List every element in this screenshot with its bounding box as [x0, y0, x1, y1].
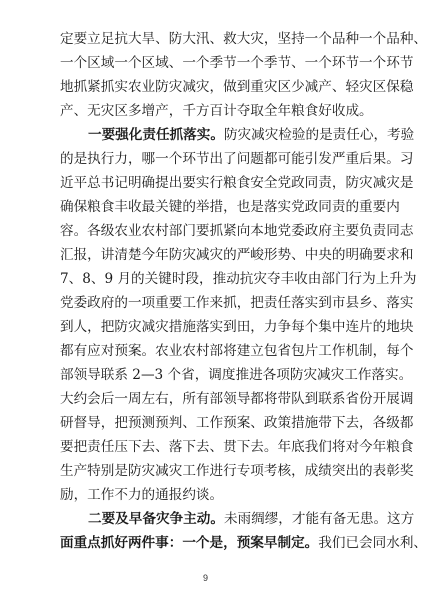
line-19-text: 生产特别是防灾减灾工作进行专项考核，成绩突出的表彰奖: [60, 463, 414, 479]
line-7-text: 近平总书记明确提出要实行粮食安全党政同责，防灾减灾是: [60, 175, 414, 191]
text-line-1: [60, 27, 427, 51]
text-line-5: [88, 123, 415, 147]
text-line-6: [60, 147, 414, 171]
text-line-14: [60, 339, 414, 363]
line-13-text: 到人，把防灾减灾措施落实到田，力争每个集中连片的地块: [60, 319, 414, 335]
text-line-15: [60, 363, 413, 387]
section-heading-preparation: 二要及早备灾争主动。: [88, 511, 224, 527]
line-18-text: 要把责任压下去、落下去、贯下去。年底我们将对今年粮食: [60, 439, 414, 455]
text-line-2: [60, 51, 414, 75]
text-line-9: [60, 219, 414, 243]
line-6-text: 的是执行力，哪一个环节出了问题都可能引发严重后果。习: [60, 151, 414, 167]
text-line-20: [60, 483, 360, 507]
text-line-22: [60, 531, 427, 555]
text-line-13: [60, 315, 414, 339]
line-9-text: 容。各级农业农村部门要抓紧向本地党委政府主要负责同志: [60, 223, 414, 239]
line-2-text: 一个区域一个区域、一个季节一个季节、一个环节一个环节: [60, 55, 414, 71]
line-12-text: 党委政府的一项重要工作来抓，把责任落实到市县乡、落实: [60, 295, 414, 311]
line-14-text: 都有应对预案。农业农村部将建立包省包片工作机制，每个: [60, 343, 414, 359]
line-16-text: 大约会后一周左右，所有部领导都将带队到联系省份开展调: [60, 391, 414, 407]
text-line-12: [60, 291, 414, 315]
line-20-text: 励，工作不力的通报约谈。: [60, 487, 224, 503]
text-line-8: [60, 195, 400, 219]
text-line-11: [60, 267, 417, 291]
line-10-text: 汇报，讲清楚今年防灾减灾的严峻形势、中央的明确要求和: [60, 247, 414, 263]
line-8-text: 确保粮食丰收最关键的举措，也是落实党政同责的重要内: [60, 199, 400, 215]
line-15-text: 部领导联系 2—3 个省，调度推进各项防灾减灾工作落实。: [60, 367, 413, 383]
text-line-4: [60, 99, 373, 123]
text-line-7: [60, 171, 414, 195]
text-line-3: [60, 75, 414, 99]
line-21-text: 未雨绸缪，才能有备无患。这方: [223, 511, 415, 527]
line-17-text: 研督导，把预测预判、工作预案、政策措施带下去，各级都: [60, 415, 414, 431]
page-number: 9: [202, 573, 208, 583]
text-line-16: [60, 387, 414, 411]
line-22-text: 我们已会同水利、: [318, 535, 427, 551]
text-line-17: [60, 411, 414, 435]
line-5-text: 防灾减灾检验的是责任心，考验: [223, 127, 415, 143]
text-line-19: [60, 459, 414, 483]
line-22-emphasis: 面重点抓好两件事：一个是，预案早制定。: [60, 535, 319, 551]
section-heading-responsibility: 一要强化责任抓落实。: [88, 127, 224, 143]
line-1-text: 定要立足抗大旱、防大汛、救大灾，坚持一个品种一个品种、: [60, 31, 427, 47]
text-line-21: [88, 507, 415, 531]
text-line-18: [60, 435, 414, 459]
line-11-text: 7、8、9 月的关键时段，推动抗灾夺丰收由部门行为上升为: [60, 271, 417, 287]
line-3-text: 地抓紧抓实农业防灾减灾，做到重灾区少减产、轻灾区保稳: [60, 79, 414, 95]
text-line-10: [60, 243, 414, 267]
line-4-text: 产、无灾区多增产，千方百计夺取全年粮食好收成。: [60, 103, 373, 119]
